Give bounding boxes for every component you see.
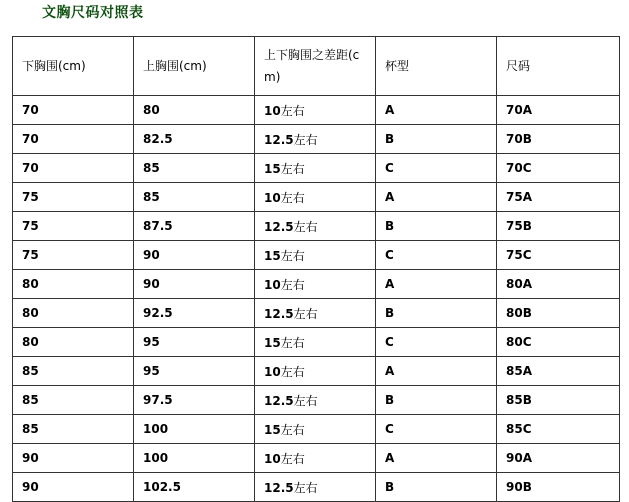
cell-over-bust: 95 <box>134 357 255 386</box>
table-row <box>13 212 620 241</box>
cell-cup-type: B <box>376 473 497 502</box>
difference-value: 10 <box>264 364 281 379</box>
difference-suffix: 左右 <box>280 364 305 379</box>
difference-value: 10 <box>264 451 281 466</box>
table-row <box>13 154 620 183</box>
cell-cup-type: C <box>376 154 497 183</box>
cell-bust-difference <box>255 299 376 328</box>
cell-size: 80C <box>497 328 620 357</box>
table-row <box>13 357 620 386</box>
table-row <box>13 473 620 502</box>
cell-cup-type: C <box>376 328 497 357</box>
cell-over-bust: 92.5 <box>134 299 255 328</box>
cell-cup-type: A <box>376 444 497 473</box>
cell-over-bust: 85 <box>134 154 255 183</box>
difference-value: 12.5 <box>264 306 294 321</box>
table-row <box>13 299 620 328</box>
difference-value: 15 <box>264 248 281 263</box>
cell-size: 70C <box>497 154 620 183</box>
cell-size: 80B <box>497 299 620 328</box>
table-row <box>13 444 620 473</box>
cell-under-bust: 80 <box>13 270 134 299</box>
cell-over-bust: 85 <box>134 183 255 212</box>
table-body <box>13 96 620 502</box>
cell-bust-difference <box>255 357 376 386</box>
cell-under-bust: 90 <box>13 473 134 502</box>
cell-bust-difference <box>255 212 376 241</box>
cell-under-bust: 85 <box>13 415 134 444</box>
cell-bust-difference <box>255 328 376 357</box>
difference-value: 10 <box>264 277 281 292</box>
difference-suffix: 左右 <box>280 103 305 118</box>
cell-size: 85A <box>497 357 620 386</box>
cell-size: 85B <box>497 386 620 415</box>
bra-size-table <box>12 36 620 502</box>
cell-under-bust: 70 <box>13 125 134 154</box>
difference-value: 12.5 <box>264 393 294 408</box>
table-row <box>13 96 620 125</box>
cell-size: 85C <box>497 415 620 444</box>
table-row <box>13 328 620 357</box>
cell-under-bust: 75 <box>13 183 134 212</box>
cell-over-bust: 82.5 <box>134 125 255 154</box>
cell-over-bust: 87.5 <box>134 212 255 241</box>
cell-bust-difference <box>255 125 376 154</box>
cell-bust-difference <box>255 415 376 444</box>
difference-value: 15 <box>264 335 281 350</box>
cell-size: 70B <box>497 125 620 154</box>
cell-cup-type: C <box>376 415 497 444</box>
cell-cup-type: A <box>376 357 497 386</box>
difference-value: 15 <box>264 422 281 437</box>
table-row <box>13 415 620 444</box>
table-row <box>13 183 620 212</box>
difference-value: 15 <box>264 161 281 176</box>
difference-suffix: 左右 <box>280 190 305 205</box>
difference-suffix: 左右 <box>293 306 318 321</box>
cell-over-bust: 102.5 <box>134 473 255 502</box>
cell-cup-type: B <box>376 299 497 328</box>
cell-under-bust: 75 <box>13 241 134 270</box>
cell-size: 80A <box>497 270 620 299</box>
cell-size: 90B <box>497 473 620 502</box>
cell-cup-type: A <box>376 270 497 299</box>
cell-over-bust: 100 <box>134 444 255 473</box>
cell-over-bust: 90 <box>134 241 255 270</box>
cell-over-bust: 95 <box>134 328 255 357</box>
header-size: 尺码 <box>497 37 620 96</box>
difference-suffix: 左右 <box>280 335 305 350</box>
difference-suffix: 左右 <box>293 132 318 147</box>
page-title: 文胸尺码对照表 <box>42 5 144 21</box>
cell-over-bust: 97.5 <box>134 386 255 415</box>
table-header-row <box>13 37 620 96</box>
cell-bust-difference <box>255 183 376 212</box>
cell-under-bust: 80 <box>13 328 134 357</box>
cell-cup-type: B <box>376 125 497 154</box>
cell-under-bust: 85 <box>13 357 134 386</box>
cell-size: 75A <box>497 183 620 212</box>
cell-size: 75C <box>497 241 620 270</box>
table-row <box>13 386 620 415</box>
difference-value: 10 <box>264 103 281 118</box>
cell-under-bust: 70 <box>13 154 134 183</box>
table-row <box>13 125 620 154</box>
cell-size: 90A <box>497 444 620 473</box>
table-row <box>13 270 620 299</box>
header-under-bust: 下胸围(cm) <box>13 37 134 96</box>
cell-bust-difference <box>255 386 376 415</box>
cell-bust-difference <box>255 241 376 270</box>
cell-cup-type: A <box>376 183 497 212</box>
difference-value: 12.5 <box>264 219 294 234</box>
header-cup-type: 杯型 <box>376 37 497 96</box>
table-row <box>13 241 620 270</box>
difference-value: 12.5 <box>264 132 294 147</box>
cell-cup-type: B <box>376 212 497 241</box>
difference-value: 10 <box>264 190 281 205</box>
difference-suffix: 左右 <box>280 161 305 176</box>
difference-suffix: 左右 <box>293 480 318 495</box>
cell-under-bust: 80 <box>13 299 134 328</box>
cell-over-bust: 80 <box>134 96 255 125</box>
cell-cup-type: A <box>376 96 497 125</box>
difference-suffix: 左右 <box>293 219 318 234</box>
header-bust-difference: 上下胸围之差距(cm) <box>255 37 376 96</box>
cell-under-bust: 85 <box>13 386 134 415</box>
cell-bust-difference <box>255 270 376 299</box>
cell-size: 75B <box>497 212 620 241</box>
cell-cup-type: B <box>376 386 497 415</box>
cell-cup-type: C <box>376 241 497 270</box>
difference-suffix: 左右 <box>280 248 305 263</box>
cell-bust-difference <box>255 473 376 502</box>
difference-suffix: 左右 <box>280 422 305 437</box>
cell-under-bust: 75 <box>13 212 134 241</box>
cell-size: 70A <box>497 96 620 125</box>
difference-value: 12.5 <box>264 480 294 495</box>
cell-under-bust: 90 <box>13 444 134 473</box>
difference-suffix: 左右 <box>293 393 318 408</box>
cell-under-bust: 70 <box>13 96 134 125</box>
difference-suffix: 左右 <box>280 277 305 292</box>
cell-bust-difference <box>255 154 376 183</box>
cell-over-bust: 90 <box>134 270 255 299</box>
cell-over-bust: 100 <box>134 415 255 444</box>
difference-suffix: 左右 <box>280 451 305 466</box>
header-over-bust: 上胸围(cm) <box>134 37 255 96</box>
cell-bust-difference <box>255 444 376 473</box>
cell-bust-difference <box>255 96 376 125</box>
